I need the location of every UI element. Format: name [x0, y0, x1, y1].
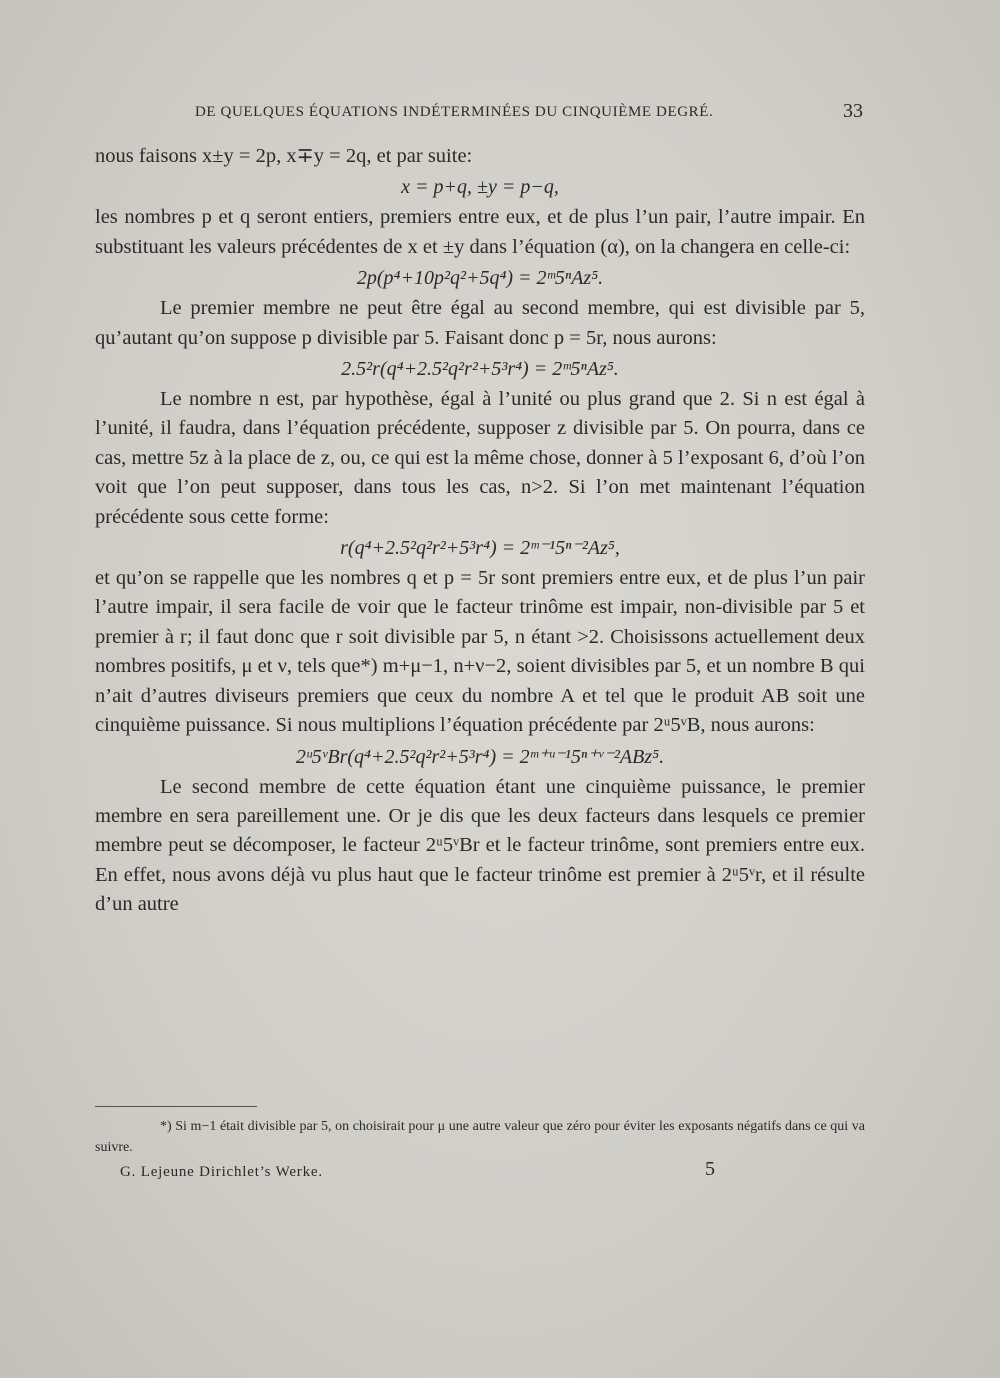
paragraph: Le premier membre ne peut être égal au second membre, qui est divisible par 5, qu’autant qu’on suppose p divisible par 5. Faisant donc p = 5r, nous aurons: — [95, 297, 865, 349]
paragraph: Le second membre de cette équation étant une cinquième puissance, le premier membre en sera pareillement une. Or je dis que les deux facteurs dans lesquels ce premier membre peut se décomposer, le facteur 2ᵘ5ᵛBr et le facteur trinôme, sont premiers entre eux. En effet, nous avons déjà vu plus haut que le facteur trinôme est premier à 2ᵘ5ᵛr, et il résulte d’un autre — [95, 775, 865, 916]
signature-mark: 5 — [705, 1158, 715, 1180]
running-header — [95, 100, 865, 130]
footer-citation: G. Lejeune Dirichlet’s Werke. — [120, 1164, 323, 1180]
paragraph: et qu’on se rappelle que les nombres q et p = 5r sont premiers entre eux, et de plus l’un pair l’autre impair, il sera facile de voir que le facteur trinôme est impair, non-divisible par 5 et premier à r; il faut donc que r soit divisible par 5, n étant >2. Choisissons actuellement deux nombres positifs, μ et ν, tels que*) m+μ−1, n+ν−2, soient divisibles par 5, et un nombre B qui n’ait d’autres diviseurs premiers que ceux du nombre A et tel que le produit AB soit une cinquième puissance. Si nous multiplions l’équation précédente par 2ᵘ5ᵛB, nous aurons: — [95, 567, 865, 737]
equation: r(q⁴+2.5²q²r²+5³r⁴) = 2ᵐ⁻¹5ⁿ⁻²Az⁵, — [340, 537, 620, 560]
page-number: 33 — [843, 100, 863, 122]
footnote-rule — [95, 1106, 257, 1107]
equation: x = p+q, ±y = p−q, — [401, 176, 559, 199]
main-text — [95, 142, 865, 920]
paragraph: les nombres p et q seront entiers, premiers entre eux, et de plus l’un pair, l’autre impair. En substituant les valeurs précédentes de x et ±y dans l’équation (α), on la changera en celle-ci: — [95, 206, 865, 258]
running-title: DE QUELQUES ÉQUATIONS INDÉTERMINÉES DU CINQUIÈME DEGRÉ. — [195, 104, 714, 120]
equation: 2p(p⁴+10p²q²+5q⁴) = 2ᵐ5ⁿAz⁵. — [356, 267, 604, 290]
paragraph: Le nombre n est, par hypothèse, égal à l’unité ou plus grand que 2. Si n est égal à l’unité, il faudra, dans l’équation précédente, supposer z divisible par 5. On pourra, dans ce cas, mettre 5z à la place de z, ou, ce qui est la même chose, donner à 5 l’exposant 6, d’où l’on voit que l’on peut supposer, dans tous les cas, n>2. Si l’on met maintenant l’équation précédente sous cette forme: — [95, 388, 865, 528]
equation: 2.5²r(q⁴+2.5²q²r²+5³r⁴) = 2ᵐ5ⁿAz⁵. — [341, 358, 619, 381]
footnote: *) Si m−1 était divisible par 5, on choisirait pour μ une autre valeur que zéro pour éviter les exposants négatifs dans ce qui va suivre. — [95, 1119, 865, 1155]
equation: 2ᵘ5ᵛBr(q⁴+2.5²q²r²+5³r⁴) = 2ᵐ⁺ᵘ⁻¹5ⁿ⁺ᵛ⁻²ABz⁵. — [295, 745, 665, 768]
paragraph: nous faisons x±y = 2p, x∓y = 2q, et par suite: — [95, 145, 473, 167]
